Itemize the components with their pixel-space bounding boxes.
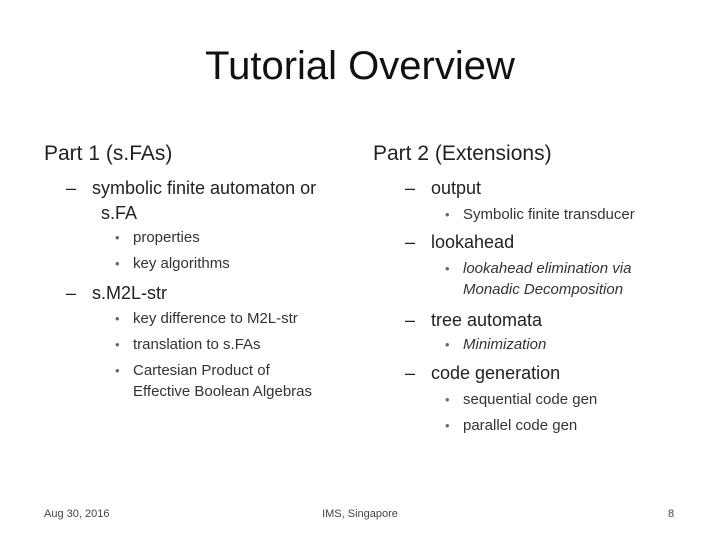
sub-item: • Symbolic finite transducer: [445, 206, 635, 223]
dot-bullet: •: [115, 230, 120, 245]
footer-venue: IMS, Singapore: [322, 508, 398, 520]
list-item: [66, 178, 316, 199]
item-label: symbolic finite automaton or: [92, 178, 317, 198]
sub-item-continued: Effective Boolean Algebras: [133, 383, 313, 400]
list-item: [66, 283, 167, 304]
dot-bullet: •: [445, 418, 450, 433]
slide-title: Tutorial Overview: [205, 44, 515, 88]
sub-item: • key difference to M2L-str: [115, 310, 298, 327]
dash-bullet: –: [405, 310, 416, 330]
list-item: [405, 178, 481, 199]
sub-item: • sequential code gen: [445, 391, 598, 408]
sub-item: • lookahead elimination via: [445, 260, 632, 277]
item-label-continued: s.FA: [101, 203, 138, 223]
footer-date: Aug 30, 2016: [44, 508, 110, 520]
dot-bullet: •: [115, 337, 120, 352]
sub-item: • Minimization: [445, 336, 547, 353]
dash-bullet: –: [405, 178, 416, 198]
dot-bullet: •: [115, 363, 120, 378]
dot-bullet: •: [445, 392, 450, 407]
dash-bullet: –: [66, 283, 77, 303]
list-item: [405, 310, 542, 331]
dot-bullet: •: [445, 337, 450, 352]
sub-item: • translation to s.FAs: [115, 336, 261, 353]
item-label: s.M2L-str: [92, 283, 168, 303]
dash-bullet: –: [405, 232, 416, 252]
list-item: [405, 232, 514, 253]
item-label: output: [431, 178, 482, 198]
dash-bullet: –: [66, 178, 77, 198]
dot-bullet: •: [445, 261, 450, 276]
list-item: [405, 363, 560, 384]
dot-bullet: •: [445, 207, 450, 222]
sub-item: • Cartesian Product of: [115, 362, 270, 379]
dot-bullet: •: [115, 256, 120, 271]
right-heading: Part 2 (Extensions): [373, 142, 552, 165]
item-label: tree automata: [431, 310, 543, 330]
sub-item: • parallel code gen: [445, 417, 578, 434]
sub-item: • properties: [115, 229, 200, 246]
item-label: code generation: [431, 363, 561, 383]
sub-item: • key algorithms: [115, 255, 230, 272]
dash-bullet: –: [405, 363, 416, 383]
sub-item-continued: Monadic Decomposition: [463, 281, 624, 298]
item-label: lookahead: [431, 232, 515, 252]
page-number: 8: [668, 508, 675, 520]
left-heading: Part 1 (s.FAs): [44, 142, 173, 165]
dot-bullet: •: [115, 311, 120, 326]
